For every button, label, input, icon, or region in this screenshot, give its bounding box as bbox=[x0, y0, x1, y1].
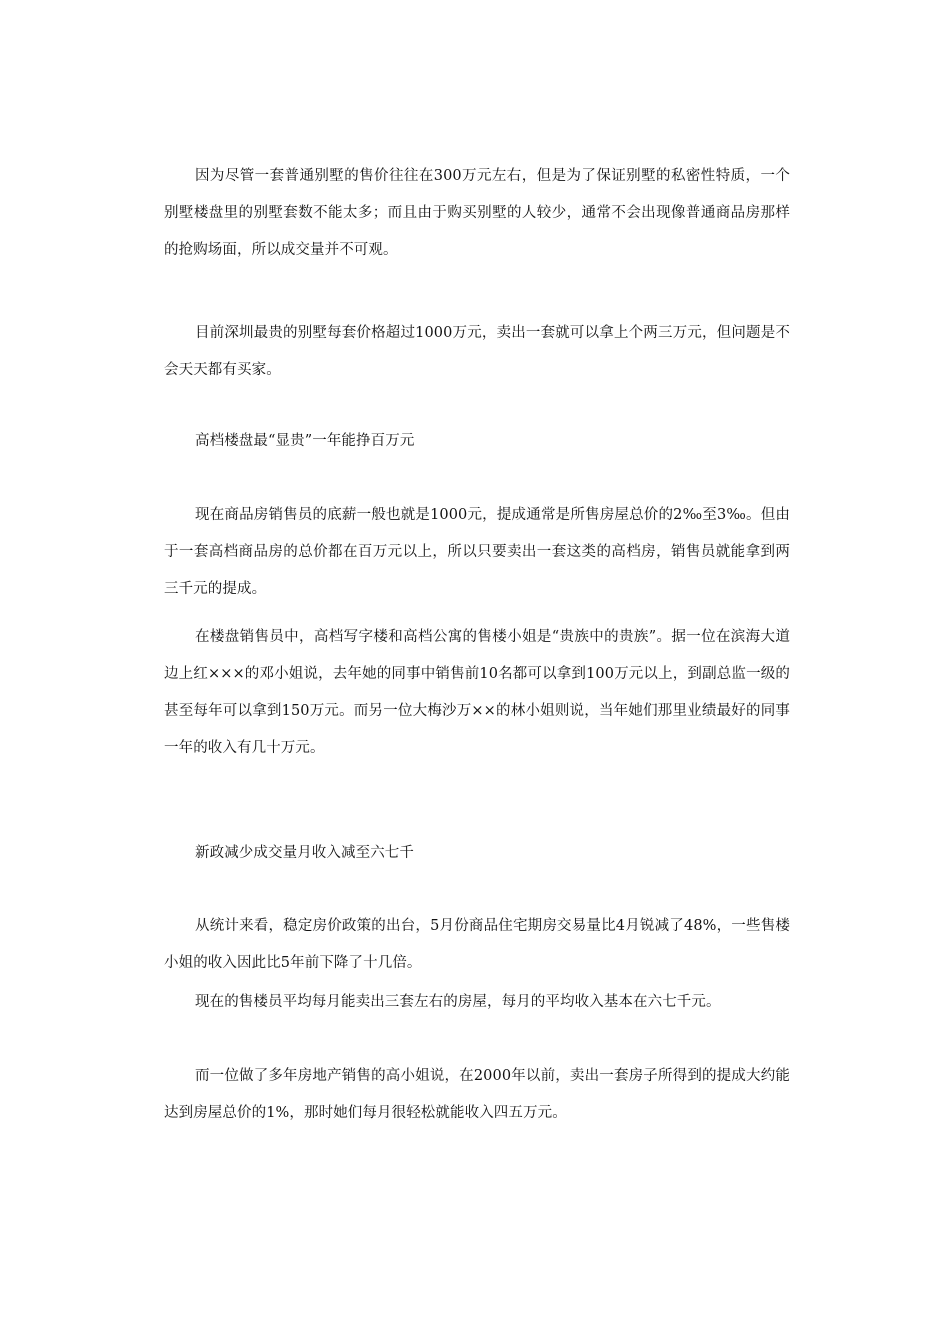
paragraph-commission: 现在商品房销售员的底薪一般也就是1000元，提成通常是所售房屋总价的2‰至3‰。但由于一套高档商品房的总价都在百万元以上，所以只要卖出一套这类的高档房，销售员就能拿到两三千元的提成。 bbox=[164, 507, 790, 597]
paragraph-before-2000: 而一位做了多年房地产销售的高小姐说，在2000年以前，卖出一套房子所得到的提成大约能达到房屋总价的1%，那时她们每月很轻松就能收入四五万元。 bbox=[164, 1068, 790, 1121]
paragraph-villa-sales: 因为尽管一套普通别墅的售价往往在300万元左右，但是为了保证别墅的私密性特质，一个别墅楼盘里的别墅套数不能太多；而且由于购买别墅的人较少，通常不会出现像普通商品房那样的抢购场面，所以成交量并不可观。 bbox=[164, 168, 790, 258]
paragraph-monthly-income: 现在的售楼员平均每月能卖出三套左右的房屋，每月的平均收入基本在六七千元。 bbox=[195, 994, 721, 1010]
paragraph-shenzhen-villa-price: 目前深圳最贵的别墅每套价格超过1000万元，卖出一套就可以拿上个两三万元，但问题是不会天天都有买家。 bbox=[164, 325, 790, 378]
paragraph-top-sellers: 在楼盘销售员中，高档写字楼和高档公寓的售楼小姐是“贵族中的贵族”。据一位在滨海大道边上红×××的邓小姐说，去年她的同事中销售前10名都可以拿到100万元以上，到副总监一级的甚至每年可以拿到150万元。而另一位大梅沙万××的林小姐则说，当年她们那里业绩最好的同事一年的收入有几十万元。 bbox=[164, 629, 790, 756]
paragraph-statistics: 从统计来看，稳定房价政策的出台，5月份商品住宅期房交易量比4月锐减了48%，一些售楼小姐的收入因此比5年前下降了十几倍。 bbox=[164, 918, 790, 971]
section-heading-high-end: 高档楼盘最“显贵”一年能挣百万元 bbox=[195, 433, 415, 449]
section-heading-new-policy: 新政减少成交量月收入减至六七千 bbox=[195, 845, 414, 861]
